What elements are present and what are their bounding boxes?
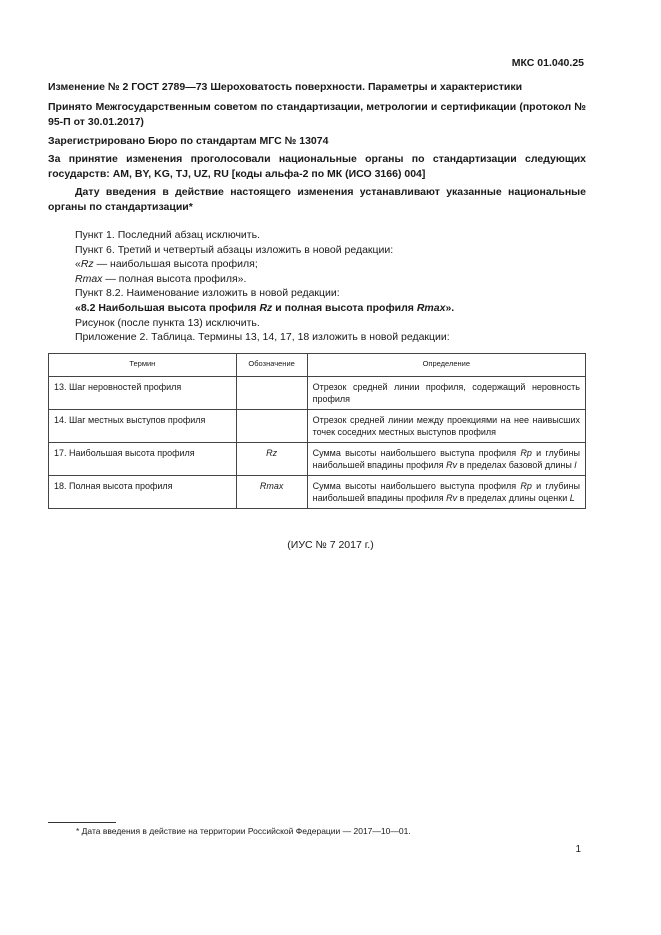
table-header-row bbox=[49, 354, 586, 377]
body-line: Пункт 6. Третий и четвертый абзацы изложить в новой редакции: bbox=[75, 243, 394, 256]
footnote-divider bbox=[48, 822, 116, 823]
adopted-statement: Принято Межгосударственным советом по стандартизации, метрологии и сертификации (протокол № 95-П от 30.01.2017) bbox=[48, 101, 586, 128]
header-term: Термин bbox=[49, 354, 237, 377]
table-row bbox=[49, 443, 586, 476]
body-line: «Rz — наибольшая высота профиля; bbox=[75, 258, 258, 271]
page-number: 1 bbox=[575, 844, 581, 855]
header-symbol: Обозначение bbox=[236, 354, 307, 377]
amendment-body bbox=[75, 228, 454, 345]
body-line: Пункт 8.2. Наименование изложить в новой редакции: bbox=[75, 287, 340, 300]
symbol-cell bbox=[236, 410, 307, 443]
body-line: Приложение 2. Таблица. Термины 13, 14, 17, 18 изложить в новой редакции: bbox=[75, 331, 450, 344]
definition-cell: Отрезок средней линии профиля, содержащий неровность профиля bbox=[307, 377, 585, 410]
terms-table bbox=[48, 353, 586, 509]
term-cell: 14. Шаг местных выступов профиля bbox=[49, 410, 237, 443]
term-cell: 18. Полная высота профиля bbox=[49, 476, 237, 509]
symbol-cell bbox=[236, 377, 307, 410]
classification-code: МКС 01.040.25 bbox=[511, 57, 584, 69]
table-row bbox=[49, 410, 586, 443]
body-line: Rmax — полная высота профиля». bbox=[75, 272, 247, 285]
amendment-title: Изменение № 2 ГОСТ 2789—73 Шероховатость поверхности. Параметры и характеристики bbox=[48, 81, 523, 93]
definition-cell: Сумма высоты наибольшего выступа профиля Rp и глубины наибольшей впадины профиля Rv в пределах длины оценки L bbox=[307, 476, 585, 509]
effective-date-statement: Дату введения в действие настоящего изменения устанавливают указанные национальные органы по стандартизации* bbox=[48, 186, 586, 213]
body-line: Рисунок (после пункта 13) исключить. bbox=[75, 316, 260, 329]
table-row bbox=[49, 377, 586, 410]
definition-cell: Сумма высоты наибольшего выступа профиля Rp и глубины наибольшей впадины профиля Rv в пределах базовой длины l bbox=[307, 443, 585, 476]
table-row bbox=[49, 476, 586, 509]
body-line: Пункт 1. Последний абзац исключить. bbox=[75, 229, 260, 241]
footnote: * Дата введения в действие на территории Российской Федерации — 2017—10—01. bbox=[76, 826, 411, 836]
header-definition: Определение bbox=[307, 354, 585, 377]
registration-statement: Зарегистрировано Бюро по стандартам МГС № 13074 bbox=[48, 135, 329, 147]
body-line-heading: «8.2 Наибольшая высота профиля Rz и полная высота профиля Rmax». bbox=[75, 301, 455, 314]
symbol-cell: Rz bbox=[236, 443, 307, 476]
term-cell: 13. Шаг неровностей профиля bbox=[49, 377, 237, 410]
voting-statement: За принятие изменения проголосовали национальные органы по стандартизации следующих государств: AM, BY, KG, TJ, UZ, RU [коды альфа-2 по МК (ИСО 3166) 004] bbox=[48, 153, 586, 180]
definition-cell: Отрезок средней линии между проекциями на нее наивысших точек соседних местных выступов профиля bbox=[307, 410, 585, 443]
ius-reference: (ИУС № 7 2017 г.) bbox=[287, 539, 374, 551]
term-cell: 17. Наибольшая высота профиля bbox=[49, 443, 237, 476]
symbol-cell: Rmax bbox=[236, 476, 307, 509]
